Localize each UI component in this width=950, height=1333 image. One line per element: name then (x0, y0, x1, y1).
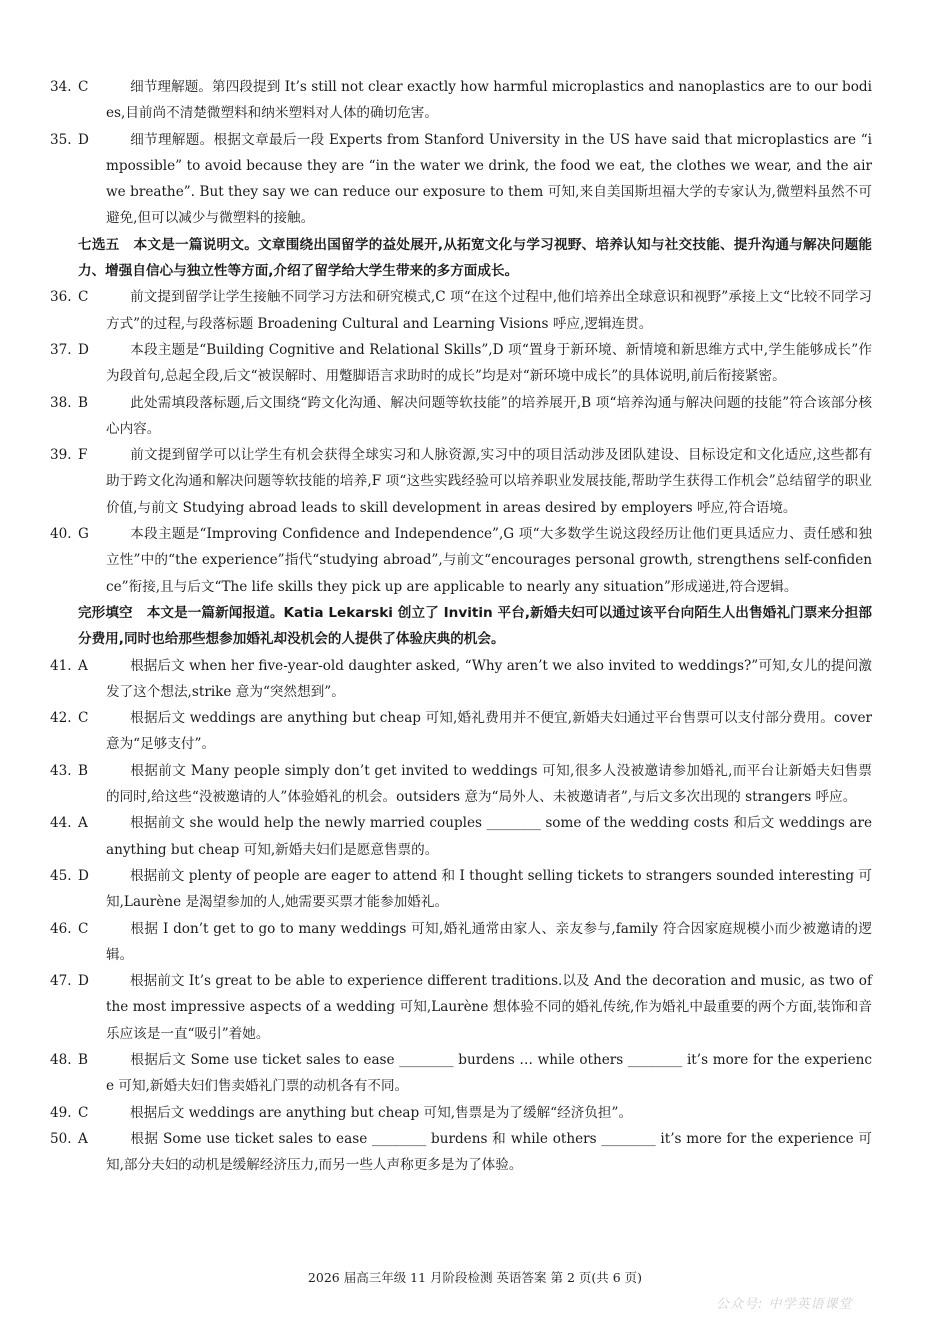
answer-key: D (78, 341, 89, 358)
answer-list-qixuanwu (50, 284, 872, 600)
question-number: 48. (50, 1051, 72, 1068)
answer-item (50, 74, 872, 127)
answer-key: A (78, 1130, 88, 1147)
question-number: 42. (50, 710, 72, 727)
answer-item (50, 863, 872, 916)
question-number: 38. (50, 394, 72, 411)
answer-item (50, 916, 872, 969)
explanation-text: 本段主题是“Building Cognitive and Relational Skills”,D 项“置身于新环境、新情境和新思维方式中,学生能够成长”作为段首句,总起全段,后文“被误解时、用蹩脚语言求助时的成长”均是对“新环境中成长”的具体说明,前后衔接紧密。 (106, 341, 872, 385)
question-number: 34. (50, 79, 72, 95)
answer-item (50, 1126, 872, 1179)
answer-key: A (78, 815, 88, 832)
explanation-text: 根据前文 It’s great to be able to experience different traditions.以及 And the decoration and music, as two of the most impressive aspects of a wedding 可知,Laurène 想体验不同的婚礼传统,作为婚礼中最重要的两个方面,装饰和音乐应该是一直“吸引”着她。 (106, 973, 872, 1042)
explanation-text: 根据后文 weddings are anything but cheap 可知,婚礼费用并不便宜,新婚夫妇通过平台售票可以支付部分费用。cover 意为“足够支付”。 (106, 710, 872, 753)
watermark: 公众号: 中学英语课堂 (716, 1297, 853, 1312)
answer-item (50, 127, 872, 232)
explanation-text: 根据 Some use ticket sales to ease ________ burdens 和 while others ________ it’s more for the experience 可知,部分夫妇的动机是缓解经济压力,而另一些人声称更多是为了体验。 (106, 1130, 872, 1174)
answer-key: C (78, 79, 89, 95)
explanation-text: 根据前文 Many people simply don’t get invited to weddings 可知,很多人没被邀请参加婚礼,而平台让新婚夫妇售票的同时,给这些“没被邀请的人”体验婚礼的机会。outsiders 意为“局外人、未被邀请者”,与后文多次出现的 strangers 呼应。 (106, 762, 872, 806)
answer-key: F (78, 447, 88, 464)
question-number: 39. (50, 447, 72, 464)
answer-list-wanxing (50, 653, 872, 1179)
answer-item (50, 810, 872, 863)
answer-item (50, 705, 872, 758)
question-number: 36. (50, 289, 72, 306)
answer-item (50, 337, 872, 390)
page-footer: 2026 届高三年级 11 月阶段检测 英语答案 第 2 页(共 6 页) (307, 1270, 643, 1285)
explanation-text: 此处需填段落标题,后文围绕“跨文化沟通、解决问题等软技能”的培养展开,B 项“培养沟通与解决问题的技能”符合该部分核心内容。 (106, 394, 872, 437)
section-summary: 本文是一篇新闻报道。Katia Lekarski 创立了 Invitin 平台,新婚夫妇可以通过该平台向陌生人出售婚礼门票来分担部分费用,同时也给那些想参加婚礼却没机会的人提供了体验庆典的机会。 (78, 604, 873, 648)
answer-item (50, 1047, 872, 1100)
answer-item (50, 968, 872, 1047)
question-number: 49. (50, 1104, 72, 1121)
answer-key: B (78, 762, 88, 779)
answer-key: D (78, 973, 89, 990)
answer-key: C (78, 920, 89, 937)
question-number: 35. (50, 131, 72, 148)
question-number: 44. (50, 815, 72, 832)
question-number: 43. (50, 762, 72, 779)
section-qixuanwu (78, 232, 872, 285)
answer-key: B (78, 1051, 88, 1068)
question-number: 40. (50, 526, 72, 543)
answer-item (50, 521, 872, 600)
answer-key: D (78, 131, 89, 148)
section-summary: 本文是一篇说明文。文章围绕出国留学的益处展开,从拓宽文化与学习视野、培养认知与社交技能、提升沟通与解决问题能力、增强自信心与独立性等方面,介绍了留学给大学生带来的多方面成长。 (78, 236, 872, 280)
section-wanxing (78, 600, 872, 653)
answer-key: C (78, 289, 89, 306)
answer-key: C (78, 710, 89, 727)
answer-key: A (78, 657, 88, 674)
explanation-text: 根据后文 weddings are anything but cheap 可知,售票是为了缓解“经济负担”。 (130, 1104, 633, 1121)
question-number: 46. (50, 920, 72, 937)
answer-item (50, 653, 872, 706)
explanation-text: 细节理解题。根据文章最后一段 Experts from Stanford University in the US have said that microplastics are “impossible” to avoid because they are “in the water we drink, the food we eat, the clothes we wear, and the air we breathe”. But they say we can reduce our exposure to them 可知,来自美国斯坦福大学的专家认为,微塑料虽然不可避免,但可以减少与微塑料的接触。 (106, 131, 872, 227)
explanation-text: 前文提到留学可以让学生有机会获得全球实习和人脉资源,实习中的项目活动涉及团队建设、目标设定和文化适应,这些都有助于跨文化沟通和解决问题等软技能的培养,F 项“这些实践经验可以培养职业发展技能,帮助学生获得工作机会”总结留学的职业价值,与前文 Studying abroad leads to skill development in areas desired by employers 呼应,符合语境。 (106, 447, 872, 516)
answer-item (50, 390, 872, 443)
explanation-text: 根据 I don’t get to go to many weddings 可知,婚礼通常由家人、亲友参与,family 符合因家庭规模小而少被邀请的逻辑。 (106, 920, 872, 963)
explanation-text: 本段主题是“Improving Confidence and Independence”,G 项“大多数学生说这段经历让他们更具适应力、责任感和独立性”中的“the experience”指代“studying abroad”,与前文“encourages personal growth, strengthens self-confidence”衔接,且与后文“The life skills they pick up are applicable to nearly any situation”形成递进,符合逻辑。 (106, 526, 872, 595)
answer-item (50, 758, 872, 811)
explanation-text: 细节理解题。第四段提到 It’s still not clear exactly how harmful microplastics and nanoplastics are to our bodies,目前尚不清楚微塑料和纳米塑料对人体的确切危害。 (106, 79, 872, 122)
section-title: 完形填空 (78, 604, 133, 621)
explanation-text: 根据后文 when her five-year-old daughter asked, “Why aren’t we also invited to weddings?”可知,女儿的提问激发了这个想法,strike 意为“突然想到”。 (106, 657, 872, 700)
question-number: 41. (50, 657, 72, 674)
explanation-text: 根据前文 she would help the newly married couples ________ some of the wedding costs 和后文 weddings are anything but cheap 可知,新婚夫妇们是愿意售票的。 (106, 815, 872, 858)
question-number: 47. (50, 973, 72, 990)
question-number: 37. (50, 341, 72, 358)
explanation-text: 前文提到留学让学生接触不同学习方法和研究模式,C 项“在这个过程中,他们培养出全球意识和视野”承接上文“比较不同学习方式”的过程,与段落标题 Broadening Cultural and Learning Visions 呼应,逻辑连贯。 (106, 289, 872, 332)
answer-item (50, 284, 872, 337)
answer-item (50, 442, 872, 521)
explanation-text: 根据后文 Some use ticket sales to ease ________ burdens … while others ________ it’s more for the experience 可知,新婚夫妇们售卖婚礼门票的动机各有不同。 (106, 1051, 872, 1095)
question-number: 50. (50, 1130, 72, 1147)
section-title: 七选五 (78, 236, 120, 253)
question-number: 45. (50, 867, 72, 884)
answer-item (50, 1100, 872, 1126)
answer-key: C (78, 1104, 89, 1121)
explanation-text: 根据前文 plenty of people are eager to attend 和 I thought selling tickets to strangers sounded interesting 可知,Laurène 是渴望参加的人,她需要买票才能参加婚礼。 (106, 867, 872, 911)
answer-page (50, 74, 873, 1178)
answer-list-reading (50, 74, 872, 232)
answer-key: G (78, 526, 89, 543)
answer-key: D (78, 867, 89, 884)
answer-key: B (78, 394, 88, 411)
